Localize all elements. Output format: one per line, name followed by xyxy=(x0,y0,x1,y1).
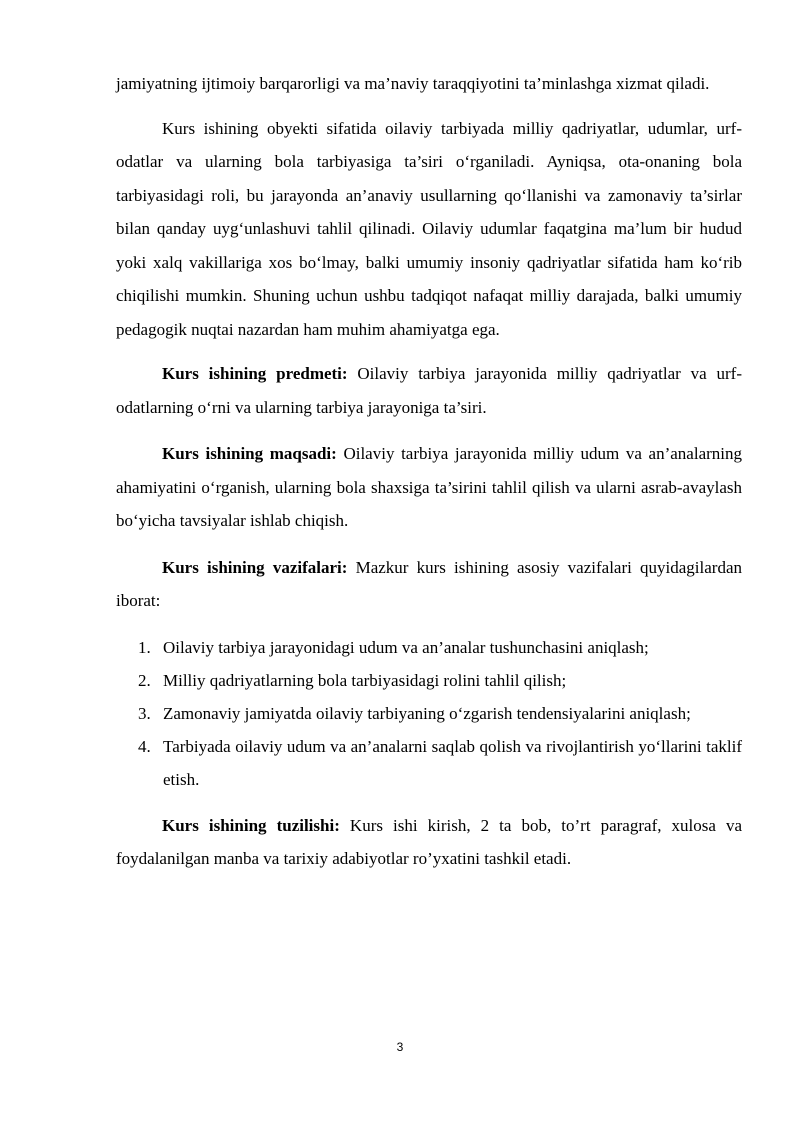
list-item-text: Tarbiyada oilaviy udum va an’analarni saqlab qolish va rivojlantirish yo‘llarini taklif etish. xyxy=(163,736,742,789)
list-item xyxy=(116,631,742,664)
list-item-number: 3. xyxy=(138,703,151,723)
page-number: 3 xyxy=(396,1040,404,1054)
tasks-list xyxy=(116,631,742,796)
document-page xyxy=(116,67,742,876)
list-item xyxy=(116,664,742,697)
subject-label: Kurs ishining predmeti: xyxy=(162,364,348,383)
structure-paragraph xyxy=(116,809,742,876)
list-item-text: Zamonaviy jamiyatda oilaviy tarbiyaning o‘zgarish tendensiyalarini aniqlash; xyxy=(163,703,691,723)
list-item-number: 4. xyxy=(138,736,151,756)
subject-text: Oilaviy tarbiya jarayonida milliy qadriyatlar va urf-odatlarning o‘rni va ularning tarbiya jarayoniga ta’siri. xyxy=(116,364,742,417)
subject-paragraph xyxy=(116,357,742,424)
list-item xyxy=(116,697,742,730)
list-item-number: 1. xyxy=(138,637,151,657)
continuation-paragraph: jamiyatning ijtimoiy barqarorligi va ma’naviy taraqqiyotini ta’minlashga xizmat qiladi. xyxy=(116,74,710,93)
goal-label: Kurs ishining maqsadi: xyxy=(162,444,337,463)
tasks-paragraph xyxy=(116,551,742,618)
goal-text: Oilaviy tarbiya jarayonida milliy udum va an’analarning ahamiyatini o‘rganish, ularning bola shaxsiga ta’sirini tahlil qilish va ularni asrab-avaylash bo‘yicha tavsiyalar ishlab chiqish. xyxy=(116,444,742,530)
structure-label: Kurs ishining tuzilishi: xyxy=(162,815,340,835)
list-item-text: Milliy qadriyatlarning bola tarbiyasidagi rolini tahlil qilish; xyxy=(163,670,567,690)
tasks-text: Mazkur kurs ishining asosiy vazifalari quyidagilardan iborat: xyxy=(116,557,742,610)
list-item-text: Oilaviy tarbiya jarayonidagi udum va an’analar tushunchasini aniqlash; xyxy=(163,637,649,657)
list-item-number: 2. xyxy=(138,670,151,690)
object-paragraph: Kurs ishining obyekti sifatida oilaviy tarbiyada milliy qadriyatlar, udumlar, urf-odatlar va ularning bola tarbiyasiga ta’siri o‘rganiladi. Ayniqsa, ota-onaning bola tarbiyasidagi roli, bu jarayonda an’anaviy usullarning qo‘llanishi va zamonaviy ta’sirlar bilan qanday uyg‘unlashuvi tahlil qilinadi. Oilaviy udumlar faqatgina ma’lum bir hudud yoki xalq vakillariga xos bo‘lmay, balki umumiy insoniy qadriyatlar sifatida ham ko‘rib chiqilishi mumkin. Shuning uchun ushbu tadqiqot nafaqat milliy darajada, balki umumiy pedagogik nuqtai nazardan ham muhim ahamiyatga ega. xyxy=(116,118,742,339)
goal-paragraph xyxy=(116,437,742,538)
structure-text: Kurs ishi kirish, 2 ta bob, to’rt paragraf, xulosa va foydalanilgan manba va tarixiy adabiyotlar ro’yxatini tashkil etadi. xyxy=(116,815,742,868)
list-item xyxy=(116,730,742,796)
tasks-label: Kurs ishining vazifalari: xyxy=(162,557,348,577)
